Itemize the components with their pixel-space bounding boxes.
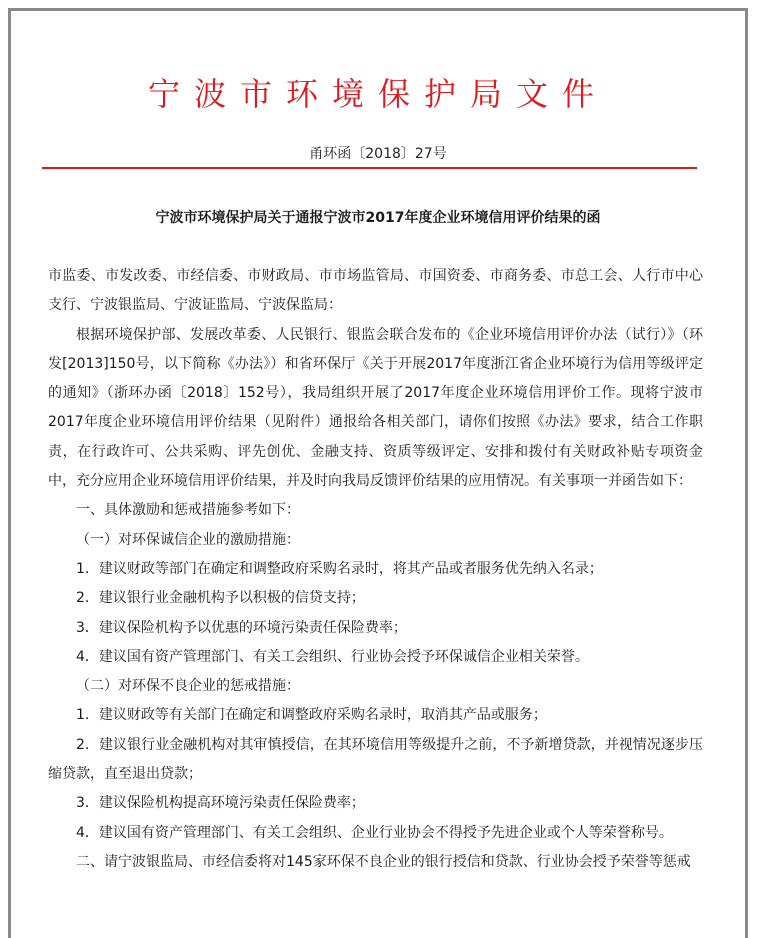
list-item: 4．建议国有资产管理部门、有关工会组织、企业行业协会不得授予先进企业或个人等荣誉称号。 <box>76 824 673 841</box>
document-title: 宁波市环境保护局文件 <box>147 75 608 113</box>
letter-body <box>48 262 703 877</box>
intro-paragraph: 根据环境保护部、发展改革委、人民银行、银监会联合发布的《企业环境信用评价办法（试行）》（环发[2013]150号，以下简称《办法》）和省环保厅《关于开展2017年度浙江省企业环境行为信用等级评定的通知》（浙环办函〔2018〕152号），我局组织开展了2017年度企业环境信用评价工作。现将宁波市2017年度企业环境信用评价结果（见附件）通报给各相关部门，请你们按照《办法》要求，结合工作职责，在行政许可、公共采购、评先创优、金融支持、资质等级评定、安排和拨付有关财政补贴专项资金中，充分应用企业环境信用评价结果，并及时向我局反馈评价结果的应用情况。有关事项一并函告如下： <box>48 326 703 490</box>
list-item: 1．建议财政等有关部门在确定和调整政府采购名录时，取消其产品或服务； <box>76 707 547 724</box>
list-item: 2．建议银行业金融机构予以积极的信贷支持； <box>76 590 365 607</box>
subsection-heading-1: （一）对环保诚信企业的激励措施： <box>76 531 300 548</box>
list-item: 3．建议保险机构予以优惠的环境污染责任保险费率； <box>76 619 407 636</box>
letter-heading: 宁波市环境保护局关于通报宁波市2017年度企业环境信用评价结果的函 <box>155 210 601 226</box>
list-item: 3．建议保险机构提高环境污染责任保险费率； <box>76 795 365 812</box>
red-divider <box>42 167 697 169</box>
document-number: 甬环函〔2018〕27号 <box>309 146 447 162</box>
list-item: 1．建议财政等部门在确定和调整政府采购名录时，将其产品或者服务优先纳入名录； <box>76 560 603 577</box>
recipients: 市监委、市发改委、市经信委、市财政局、市市场监管局、市国资委、市商务委、市总工会、人行市中心支行、宁波银监局、宁波证监局、宁波保监局： <box>48 268 703 314</box>
document-page <box>8 8 748 938</box>
subsection-heading-2: （二）对环保不良企业的惩戒措施： <box>76 678 300 695</box>
section-heading-1: 一、具体激励和惩戒措施参考如下： <box>76 502 300 519</box>
list-item: 2．建议银行业金融机构对其审慎授信，在其环境信用等级提升之前，不予新增贷款，并视情况逐步压缩贷款，直至退出贷款； <box>48 736 703 783</box>
section-heading-2: 二、请宁波银监局、市经信委将对145家环保不良企业的银行授信和贷款、行业协会授予荣誉等惩戒 <box>76 853 691 870</box>
list-item: 4．建议国有资产管理部门、有关工会组织、行业协会授予环保诚信企业相关荣誉。 <box>76 648 589 665</box>
